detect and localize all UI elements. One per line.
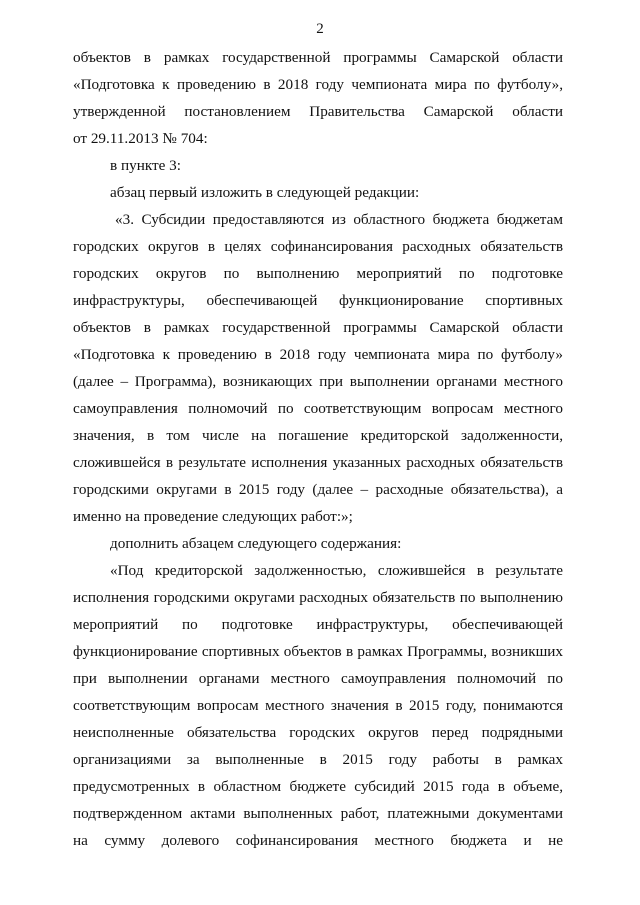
text-line: «Подготовка к проведению в 2018 году чемпионата мира по футболу», [73, 76, 563, 93]
text-line: на сумму долевого софинансирования местного бюджета и не [73, 832, 563, 849]
text-line: (далее – Программа), возникающих при выполнении органами местного [73, 373, 563, 390]
text-line: объектов в рамках государственной программы Самарской области [73, 319, 563, 336]
text-line: сложившейся в результате исполнения указанных расходных обязательств [73, 454, 563, 471]
text-line: от 29.11.2013 № 704: [73, 130, 208, 147]
text-line: «3. Субсидии предоставляются из областного бюджета бюджетам [115, 211, 563, 228]
text-line: дополнить абзацем следующего содержания: [110, 535, 402, 552]
text-line: функционирование спортивных объектов в рамках Программы, возникших [73, 643, 563, 660]
text-line: организациями за выполненные в 2015 году работы в рамках [73, 751, 563, 768]
text-line: объектов в рамках государственной программы Самарской области [73, 49, 563, 66]
text-line: «Подготовка к проведению в 2018 году чемпионата мира по футболу» [73, 346, 563, 363]
text-line: именно на проведение следующих работ:»; [73, 508, 353, 525]
text-line: абзац первый изложить в следующей редакции: [110, 184, 420, 201]
page-number: 2 [316, 21, 324, 37]
text-line: утвержденной постановлением Правительства Самарской области [73, 103, 563, 120]
text-line: соответствующим вопросам местного значения в 2015 году, понимаются [73, 697, 563, 714]
text-line: самоуправления полномочий по соответствующим вопросам местного [73, 400, 563, 417]
text-line: инфраструктуры, обеспечивающей функционирование спортивных [73, 292, 563, 309]
text-line: в пункте 3: [110, 157, 181, 174]
text-line: городских округов по выполнению мероприятий по подготовке [73, 265, 563, 282]
text-line: городских округов в целях софинансирования расходных обязательств [73, 238, 563, 255]
text-line: «Под кредиторской задолженностью, сложившейся в результате [110, 562, 563, 579]
text-line: неисполненные обязательства городских округов перед подрядными [73, 724, 563, 741]
text-line: при выполнении органами местного самоуправления полномочий по [73, 670, 563, 687]
text-line: мероприятий по подготовке инфраструктуры, обеспечивающей [73, 616, 563, 633]
text-line: городскими округами в 2015 году (далее – расходные обязательства), а [73, 481, 563, 498]
text-line: значения, в том числе на погашение кредиторской задолженности, [73, 427, 563, 444]
text-line: подтвержденном актами выполненных работ, платежными документами [73, 805, 563, 822]
document-body [73, 44, 563, 854]
text-line: исполнения городскими округами расходных обязательств по выполнению [73, 589, 563, 606]
text-line: предусмотренных в областном бюджете субсидий 2015 года в объеме, [73, 778, 563, 795]
